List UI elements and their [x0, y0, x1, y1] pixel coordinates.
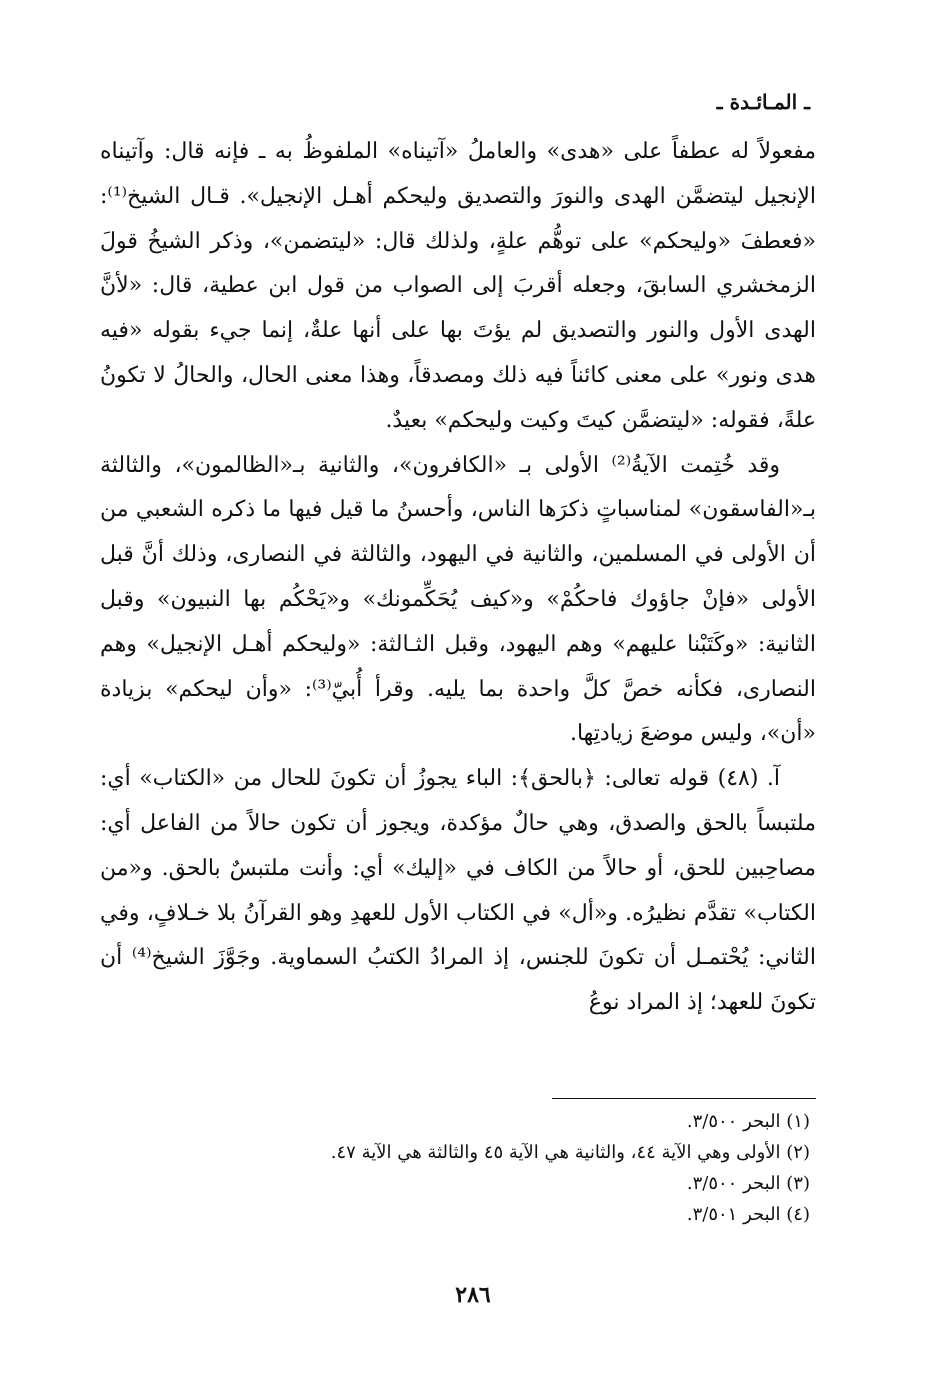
paragraph-1: مفعولاً له عطفاً على «هدى» والعاملُ «آتيناه» الملفوظُ به ـ فإنه قال: وآتيناه الإنجيل ليتضمَّن الهدى والنورَ والتصديق وليحكم أهـل الإنجيل». قـال الشيخ⁽¹⁾: «فعطفَ «وليحكم» على توهُّم علةٍ، ولذلك قال: «ليتضمن»، وذكر الشيخُ قولَ الزمخشري السابقَ، وجعله أقربَ إلى الصواب من قول ابن عطية، قال: «لأنَّ الهدى الأول والنور والتصديق لم يؤتَ بها على أنها علةٌ، إنما جيء بقوله «فيه هدى ونور» على معنى كائناً فيه ذلك ومصدقاً، وهذا معنى الحال، والحالُ لا تكونُ علةً، فقوله: «ليتضمَّن كيتَ وكيت وليحكم» بعيدٌ. [100, 139, 816, 433]
paragraph-2: وقد خُتِمت الآيةُ⁽²⁾ الأولى بـ «الكافرون»، والثانية بـ«الظالمون»، والثالثة بـ«الفاسقون» لمناسباتٍ ذكرَها الناس، وأحسنُ ما قيل فيها ما ذكره الشعبي من أن الأولى في المسلمين، والثانية في اليهود، والثالثة في النصارى، وذلك أنَّ قبل الأولى «فإنْ جاؤوك فاحكُمْ» و«كيف يُحَكِّمونك» و«يَحْكُم بها النبيون» وقبل الثانية: «وكَتَبْنا عليهم» وهم اليهود، وقبل الثـالثة: «وليحكم أهـل الإنجيل» وهم النصارى، فكأنه خصَّ كلَّ واحدة بما يليه. وقرأ أُبيّ⁽³⁾: «وأن ليحكم» بزيادة «أن»، وليس موضعَ زيادتِها. [100, 452, 816, 747]
footnote-1: (١) البحر ٣/٥٠٠. [686, 1111, 810, 1132]
main-text [100, 130, 816, 1026]
paragraph-3: آ. (٤٨) قوله تعالى: ﴿بالحق﴾: الباء يجوزُ أن تكونَ للحال من «الكتاب» أي: ملتبساً بالحق والصدق، وهي حالٌ مؤكدة، ويجوز أن تكون حالاً من الفاعل أي: مصاحِبين للحق، أو حالاً من الكاف في «إليك» أي: وأنت ملتبسٌ بالحق. و«من الكتاب» تقدَّم نظيرُه. و«أل» في الكتاب الأول للعهدِ وهو القرآنُ بلا خـلافٍ، وفي الثاني: يُحْتمـل أن تكونَ للجنس، إذ المرادُ الكتبُ السماوية. وجَوَّزَ الشيخ⁽⁴⁾ أن تكونَ للعهد؛ إذ المراد نوعُ [100, 766, 816, 1016]
footnote-2: (٢) الأولى وهي الآية ٤٤، والثانية هي الآية ٤٥ والثالثة هي الآية ٤٧. [330, 1142, 810, 1163]
footnotes [150, 1106, 810, 1230]
footnote-4: (٤) البحر ٣/٥٠١. [686, 1204, 810, 1225]
footnote-3: (٣) البحر ٣/٥٠٠. [686, 1173, 810, 1194]
footnote-divider [552, 1098, 816, 1099]
chapter-header: ـ المـائـدة ـ [716, 90, 810, 114]
page-number: ٢٨٦ [455, 1282, 491, 1308]
